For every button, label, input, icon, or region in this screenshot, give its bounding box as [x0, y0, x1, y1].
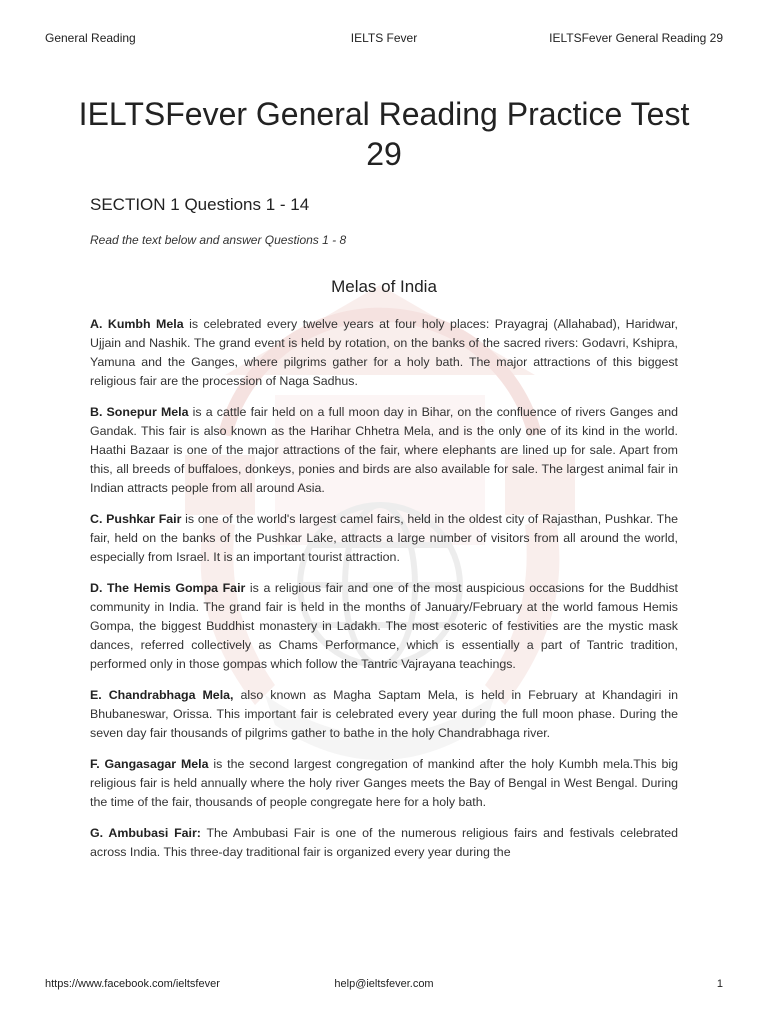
passage-body: [90, 315, 678, 874]
paragraph-lead: D. The Hemis Gompa Fair: [90, 581, 246, 595]
header-right-text: IELTSFever General Reading 29: [549, 31, 723, 45]
paragraph-a: [90, 315, 678, 391]
instructions-text: Read the text below and answer Questions 1 - 8: [90, 233, 347, 247]
paragraph-text: is the second largest congregation of mankind after the holy Kumbh mela.This big religious fair is held annually where the holy river Ganges meets the Bay of Bengal in West Bengal. During the time of the fair, thousands of people congregate here for a holy bath.: [90, 757, 678, 809]
paragraph-c: [90, 510, 678, 567]
paragraph-text: is celebrated every twelve years at four holy places: Prayagraj (Allahabad), Haridwar, Ujjain and Nashik. The grand event is held by rotation, on the banks of the sacred rivers: Godavri, Kshipra, Yamuna and the Ganges, where pilgrims gather for a holy bath. The major attractions of this biggest religious fair are the procession of Naga Sadhus.: [90, 317, 678, 388]
paragraph-lead: E. Chandrabhaga Mela,: [90, 688, 234, 702]
running-footer: [45, 978, 723, 996]
header-center-text: IELTS Fever: [350, 31, 418, 45]
page-number: 1: [716, 978, 723, 990]
paragraph-text: The Ambubasi Fair is one of the numerous religious fairs and festivals celebrated across India. This three-day traditional fair is organized every year during the: [90, 826, 678, 859]
paragraph-lead: G. Ambubasi Fair:: [90, 826, 201, 840]
header-left-text: General Reading: [45, 31, 136, 45]
footer-email-link[interactable]: help@ieltsfever.com: [334, 978, 434, 990]
paragraph-e: [90, 686, 678, 743]
paragraph-g: [90, 824, 678, 862]
paragraph-lead: A. Kumbh Mela: [90, 317, 184, 331]
paragraph-d: [90, 579, 678, 674]
paragraph-f: [90, 755, 678, 812]
section-heading: SECTION 1 Questions 1 - 14: [90, 195, 310, 214]
paragraph-lead: F. Gangasagar Mela: [90, 757, 209, 771]
paragraph-text: also known as Magha Saptam Mela, is held in February at Khandagiri in Bhubaneswar, Orissa. This important fair is celebrated every year during the full moon phase. During the seven day fair thousands of pilgrims gather to bathe in the holy Chandrabhaga river.: [90, 688, 679, 740]
running-header: [45, 31, 723, 49]
paragraph-lead: C. Pushkar Fair: [90, 512, 182, 526]
footer-facebook-link[interactable]: https://www.facebook.com/ieltsfever: [45, 978, 220, 990]
paragraph-text: is a cattle fair held on a full moon day in Bihar, on the confluence of rivers Ganges and Gandak. This fair is also known as the Harihar Chhetra Mela, and is the only one of its kind in the world. Haathi Bazaar is one of the major attractions of the fair, where elephants are lined up for sale. Apart from this, all breeds of buffaloes, donkeys, ponies and birds are also available for sale. The largest animal fair in Indian attracts people from all around Asia.: [90, 405, 678, 495]
paragraph-text: is one of the world's largest camel fairs, held in the oldest city of Rajasthan, Pushkar. The fair, held on the banks of the Pushkar Lake, attracts a large number of visitors from all around the world, especially from Israel. It is an important tourist attraction.: [90, 512, 678, 564]
paragraph-lead: B. Sonepur Mela: [90, 405, 189, 419]
paragraph-text: is a religious fair and one of the most auspicious occasions for the Buddhist community in India. The grand fair is held in the months of January/February at the world famous Hemis Gompa, the biggest Buddhist monastery in Ladakh. The most esoteric of festivities are the mystic mask dances, referred collectively as Chams Performance, which is essentially a part of Tantric tradition, performed only in those gompas which follow the Tantric Vajrayana teachings.: [90, 581, 678, 671]
paragraph-b: [90, 403, 678, 498]
passage-title: Melas of India: [331, 277, 437, 296]
page-title: IELTSFever General Reading Practice Test 29: [78, 96, 690, 172]
